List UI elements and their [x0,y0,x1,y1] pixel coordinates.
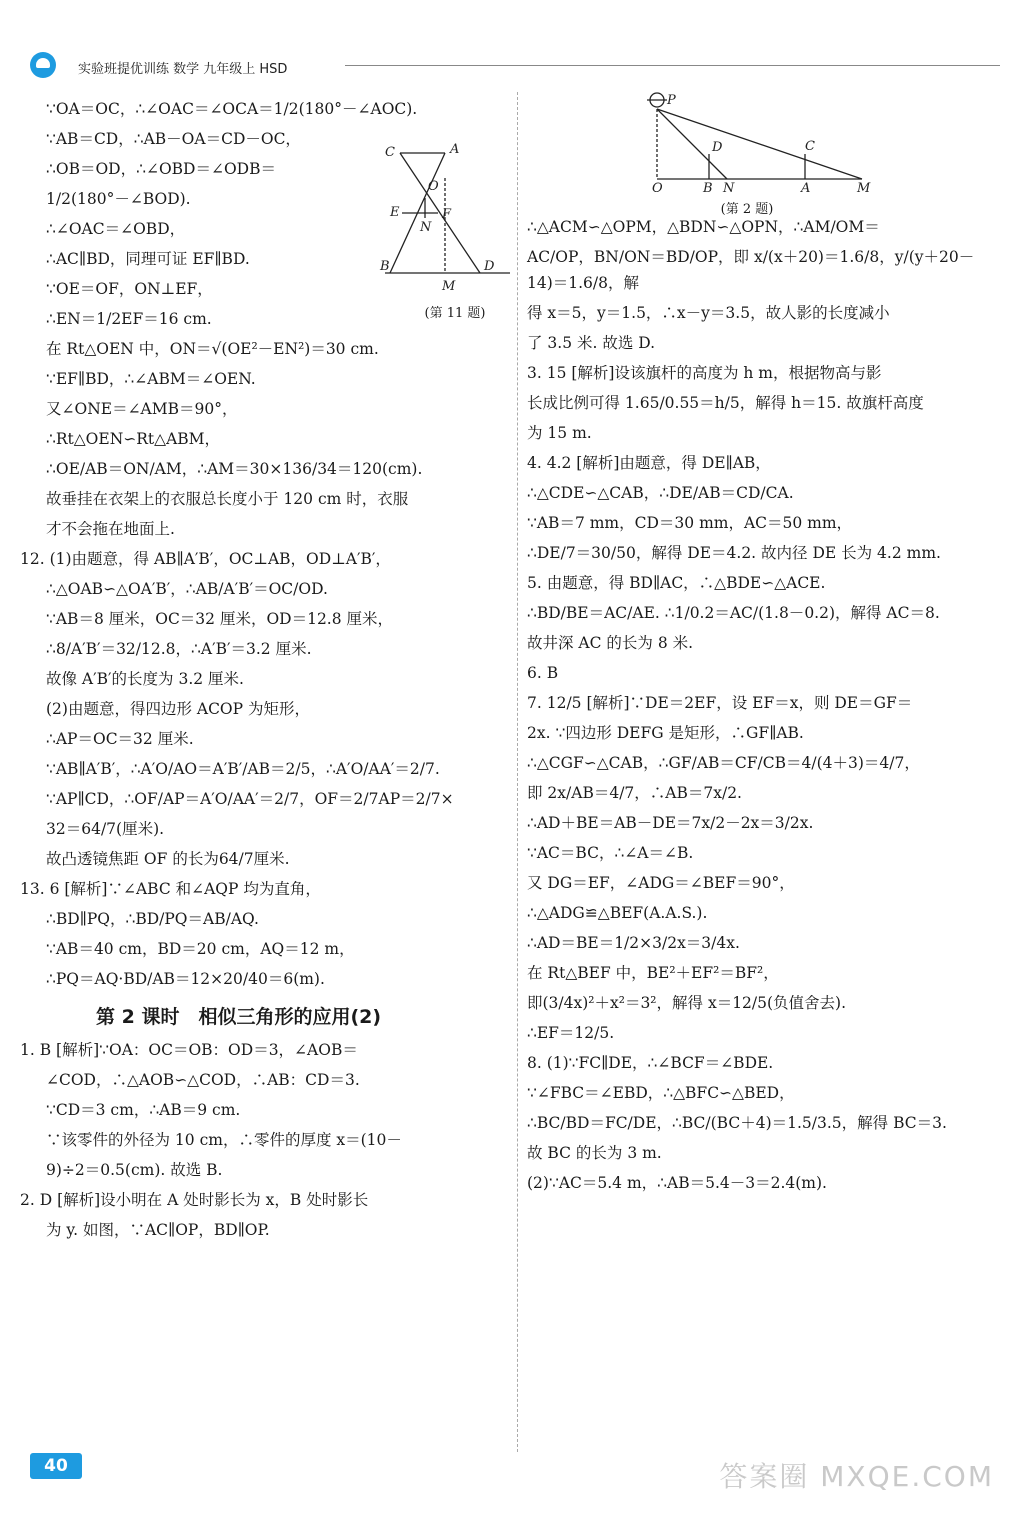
text-line: 1/2(180°－∠BOD). [46,190,191,208]
text-line: ∵AB＝CD，∴AB－OA＝CD－OC， [46,130,301,148]
text-line: ∵OA＝OC，∴∠OAC＝∠OCA＝1/2(180°－∠AOC). [46,100,418,118]
text-line: ∵AB∥A′B′，∴A′O/AO＝A′B′/AB＝2/5，∴A′O/AA′＝2/7. [46,760,440,778]
text-line: 故凸透镜焦距 OF 的长为64/7厘米. [46,850,290,868]
text-line: 即 2x/AB＝4/7，∴AB＝7x/2. [527,784,742,802]
page-number: 40 [30,1453,82,1479]
text-line: ∵EF∥BD，∴∠ABM＝∠OEN. [46,370,256,388]
text-line: 2x. ∵四边形 DEFG 是矩形，∴GF∥AB. [527,724,804,742]
text-line: 故 BC 的长为 3 m. [527,1144,662,1162]
text-line: ∴EN＝1/2EF＝16 cm. [46,310,212,328]
text-line: ∴EF＝12/5. [527,1024,615,1042]
text-line: ∴OE/AB＝ON/AM，∴AM＝30×136/34＝120(cm). [46,460,423,478]
svg-text:C: C [385,145,395,160]
text-line: ∵AP∥CD，∴OF/AP＝A′O/AA′＝2/7，OF＝2/7AP＝2/7× [46,790,454,808]
figure-2-caption: (第 2 题) [720,202,774,217]
svg-text:E: E [390,205,400,220]
question-2: 2. D [解析]设小明在 A 处时影长为 x，B 处时影长 [20,1191,369,1209]
text-line: 了 3.5 米. 故选 D. [527,334,656,352]
text-line: ∵AB＝8 厘米，OC＝32 厘米，OD＝12.8 厘米， [46,610,394,628]
text-line: ∴△ACM∽△OPM，△BDN∽△OPN，∴AM/OM＝ [527,218,880,236]
text-line: (2)∵AC＝5.4 m，∴AB＝5.4－3＝2.4(m). [527,1174,827,1192]
text-line: ∴AP＝OC＝32 厘米. [46,730,194,748]
header-rule [345,65,1000,66]
svg-text:N: N [723,181,735,196]
section-title: 第 2 课时 相似三角形的应用(2) [96,1006,382,1028]
figure-2-diagram [627,84,871,196]
text-line: ∴DE/7＝30/50，解得 DE＝4.2. 故内径 DE 长为 4.2 mm. [527,544,941,562]
svg-text:D: D [712,140,723,155]
svg-text:B: B [703,181,713,196]
text-line: ∴BD∥PQ，∴BD/PQ＝AB/AQ. [46,910,259,928]
svg-text:A: A [801,181,811,196]
text-line: 故像 A′B′的长度为 3.2 厘米. [46,670,244,688]
text-line: 才不会拖在地面上. [46,520,175,538]
question-12: 12. (1)由题意，得 AB∥A′B′，OC⊥AB，OD⊥A′B′， [20,550,391,568]
text-line: 在 Rt△BEF 中，BE²＋EF²＝BF²， [527,964,779,982]
text-line: ∴BC/BD＝FC/DE，∴BC/(BC＋4)＝1.5/3.5，解得 BC＝3. [527,1114,947,1132]
text-line: 又 DG＝EF，∠ADG＝∠BEF＝90°， [527,874,795,892]
svg-text:C: C [805,139,815,154]
text-line: 在 Rt△OEN 中，ON＝√(OE²－EN²)＝30 cm. [46,340,379,358]
question-3: 3. 15 [解析]设该旗杆的高度为 h m，根据物高与影 [527,364,882,382]
question-7: 7. 12/5 [解析]∵DE＝2EF，设 EF＝x，则 DE＝GF＝ [527,694,913,712]
text-line: ∵CD＝3 cm，∴AB＝9 cm. [46,1101,241,1119]
question-5: 5. 由题意，得 BD∥AC，∴△BDE∽△ACE. [527,574,826,592]
text-line: (2)由题意，得四边形 ACOP 为矩形， [46,700,311,718]
text-line: ∵该零件的外径为 10 cm，∴零件的厚度 x＝(10－ [46,1131,402,1149]
text-line: ∴AC∥BD，同理可证 EF∥BD. [46,250,250,268]
book-logo-icon [30,52,56,78]
svg-text:P: P [667,93,676,108]
right-column [527,84,982,1200]
svg-text:D: D [484,259,495,274]
text-line: 32＝64/7(厘米). [46,820,165,838]
page-header [30,52,980,82]
text-line: ∴∠OAC＝∠OBD， [46,220,186,238]
text-line: ∴OB＝OD，∴∠OBD＝∠ODB＝ [46,160,276,178]
text-line: ∴AD＝BE＝1/2×3/2x＝3/4x. [527,934,740,952]
svg-text:N: N [420,220,432,235]
figure-11-caption: (第 11 题) [424,306,486,321]
text-line: ∵OE＝OF，ON⊥EF， [46,280,213,298]
text-line: ∴PQ＝AQ·BD/AB＝12×20/40＝6(m). [46,970,325,988]
svg-text:O: O [652,181,663,196]
svg-text:M: M [857,181,871,196]
book-title: 实验班提优训练 数学 九年级上 HSD [78,62,288,77]
text-line: ∴AD＋BE＝AB－DE＝7x/2－2x＝3/2x. [527,814,814,832]
text-line: 故垂挂在衣架上的衣服总长度小于 120 cm 时，衣服 [46,490,409,508]
text-line: ∴△ADG≌△BEF(A.A.S.). [527,904,708,922]
figure-11-diagram [380,138,530,298]
figure-11 [380,138,530,321]
text-line: AC/OP，BN/ON＝BD/OP，即 x/(x＋20)＝1.6/8，y/(y＋20－14)＝1.6/8，解 [527,248,975,292]
text-line: ∴8/A′B′＝32/12.8，∴A′B′＝3.2 厘米. [46,640,312,658]
text-line: ∠COD，∴△AOB∽△COD，∴AB：CD＝3. [46,1071,360,1089]
svg-text:M: M [442,279,456,294]
text-line: 即(3/4x)²＋x²＝3²，解得 x＝12/5(负值舍去). [527,994,847,1012]
text-line: ∵AB＝7 mm，CD＝30 mm，AC＝50 mm， [527,514,853,532]
text-line: 9)÷2＝0.5(cm). 故选 B. [46,1161,223,1179]
text-line: ∵∠FBC＝∠EBD，∴△BFC∽△BED， [527,1084,795,1102]
text-line: 故井深 AC 的长为 8 米. [527,634,694,652]
question-6: 6. B [527,664,559,682]
text-line: ∴Rt△OEN∽Rt△ABM， [46,430,221,448]
svg-text:F: F [442,207,452,222]
svg-text:B: B [380,259,390,274]
figure-2 [627,84,871,217]
text-line: ∴BD/BE＝AC/AE. ∴1/0.2＝AC/(1.8－0.2)，解得 AC＝8. [527,604,940,622]
text-line: ∵AB＝40 cm，BD＝20 cm，AQ＝12 m， [46,940,355,958]
text-line: 为 15 m. [527,424,592,442]
svg-text:O: O [428,179,439,194]
text-line: 长成比例可得 1.65/0.55＝h/5，解得 h＝15. 故旗杆高度 [527,394,924,412]
text-line: 得 x＝5，y＝1.5，∴x－y＝3.5，故人影的长度减小 [527,304,890,322]
question-8: 8. (1)∵FC∥DE，∴∠BCF＝∠BDE. [527,1054,774,1072]
text-line: 又∠ONE＝∠AMB＝90°， [46,400,238,418]
question-1: 1. B [解析]∵OA：OC＝OB：OD＝3，∠AOB＝ [20,1041,358,1059]
question-4: 4. 4.2 [解析]由题意，得 DE∥AB， [527,454,771,472]
text-line: ∵AC＝BC，∴∠A＝∠B. [527,844,694,862]
text-line: ∴△CGF∽△CAB，∴GF/AB＝CF/CB＝4/(4＋3)＝4/7， [527,754,920,772]
text-line: ∴△OAB∽△OA′B′，∴AB/A′B′＝OC/OD. [46,580,328,598]
svg-text:A: A [450,142,460,157]
question-13: 13. 6 [解析]∵∠ABC 和∠AQP 均为直角， [20,880,321,898]
text-line: 为 y. 如图，∵AC∥OP，BD∥OP. [46,1221,270,1239]
watermark: 答案圈 MXQE.COM [719,1460,994,1493]
text-line: ∴△CDE∽△CAB，∴DE/AB＝CD/CA. [527,484,794,502]
